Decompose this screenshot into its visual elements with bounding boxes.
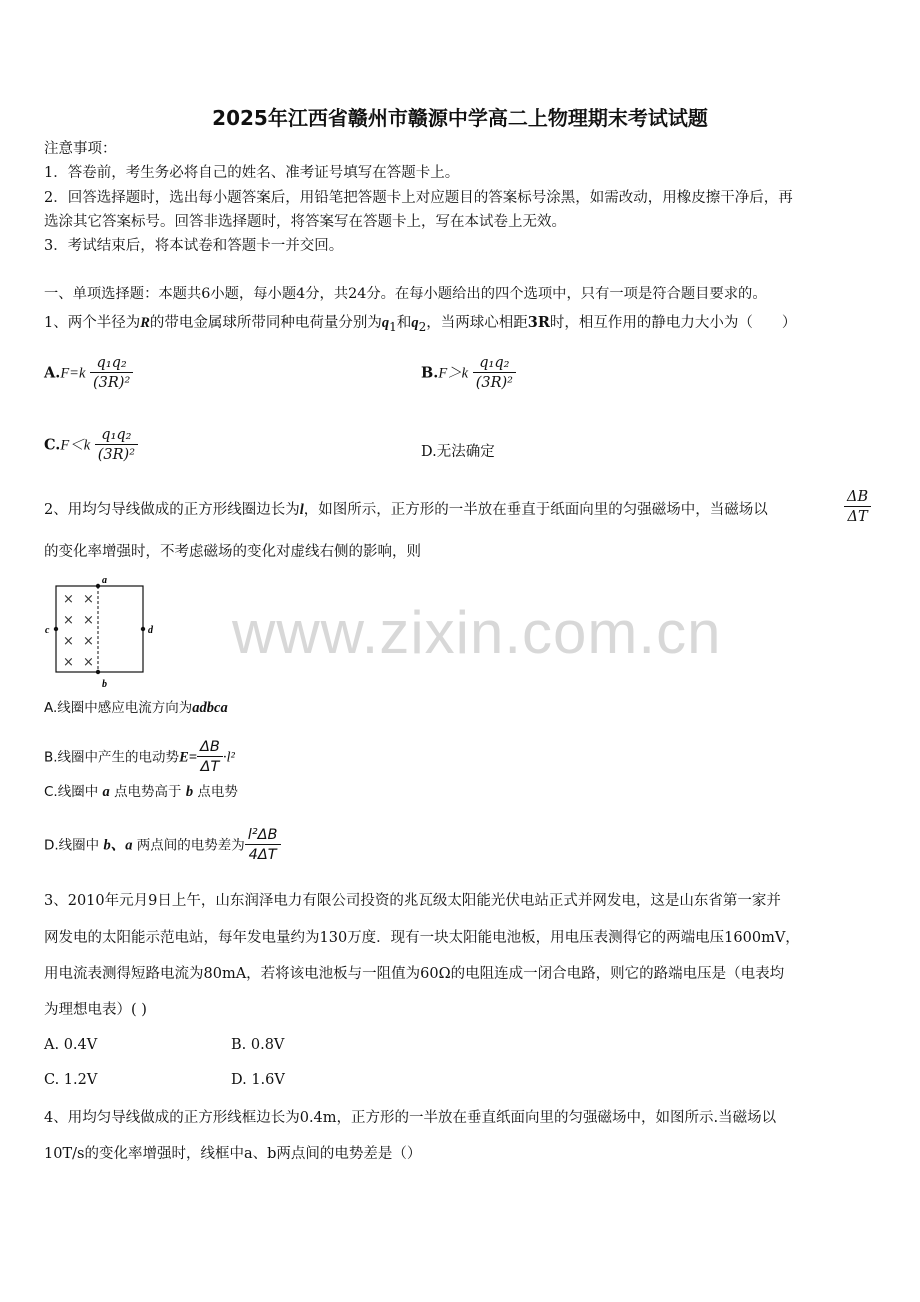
q1-option-d[interactable]: D.无法确定 bbox=[421, 444, 495, 460]
field-cross-icon: × bbox=[83, 655, 94, 670]
q3-option-c[interactable]: C. 1.2V bbox=[44, 1072, 98, 1088]
q3-option-a[interactable]: A. 0.4V bbox=[44, 1037, 98, 1053]
label-d: d bbox=[148, 625, 153, 636]
q4-stem-2: 10T/s的变化率增强时，线框中a、b两点间的电势差是（） bbox=[44, 1146, 422, 1162]
field-cross-icon: × bbox=[83, 613, 94, 628]
field-cross-icon: × bbox=[83, 634, 94, 649]
coil-figure bbox=[44, 574, 174, 690]
point-d-dot bbox=[141, 627, 145, 631]
notice-item-2: 2．回答选择题时，选出每小题答案后，用铅笔把答题卡上对应题目的答案标号涂黑，如需改动，用橡皮擦干净后，再 bbox=[44, 190, 793, 206]
label-a: a bbox=[102, 575, 107, 586]
notice-item-1: 1．答卷前，考生务必将自己的姓名、准考证号填写在答题卡上。 bbox=[44, 165, 460, 181]
q2-rate-fraction: $\frac{\Delta B}{\Delta T}$ bbox=[844, 488, 871, 527]
q4-stem-1: 4、用均匀导线做成的正方形线框边长为0.4m，正方形的一半放在垂直纸面向里的匀强磁场中，如图所示.当磁场以 bbox=[44, 1110, 777, 1126]
notice-item-3: 3．考试结束后，将本试卷和答题卡一并交回。 bbox=[44, 238, 344, 254]
q3-option-d[interactable]: D. 1.6V bbox=[231, 1072, 285, 1088]
section-heading: 一、单项选择题：本题共6小题，每小题4分，共24分。在每小题给出的四个选项中，只有一项是符合题目要求的。 bbox=[44, 286, 767, 302]
label-c: c bbox=[45, 625, 50, 636]
q1-option-b[interactable]: B.F＞k $\frac{\text{q₁q₂}}{\text{(3R)²}}$ bbox=[421, 354, 516, 393]
label-b: b bbox=[102, 679, 107, 690]
page-title: 2025年江西省赣州市赣源中学高二上物理期末考试试题 bbox=[212, 106, 708, 130]
q2-option-d[interactable]: D.线圈中 b、a 两点间的电势差为 $\frac{\text{l²ΔB}}{4\Delta T}$ bbox=[44, 826, 281, 865]
q3-stem-1: 3、2010年元月9日上午，山东润泽电力有限公司投资的兆瓦级太阳能光伏电站正式并网发电，这是山东省第一家并 bbox=[44, 893, 781, 909]
q3-stem-2: 网发电的太阳能示范电站，每年发电量约为130万度．现有一块太阳能电池板，用电压表测得它的两端电压1600mV， bbox=[44, 930, 800, 946]
q3-option-b[interactable]: B. 0.8V bbox=[231, 1037, 285, 1053]
point-a-dot bbox=[96, 584, 100, 588]
point-b-dot bbox=[96, 670, 100, 674]
q1-stem: 1、两个半径为R的带电金属球所带同种电荷量分别为$q_1$和$q_2$，当两球心相距3R时，相互作用的静电力大小为（ ） bbox=[44, 314, 797, 334]
q2-stem: 2、用均匀导线做成的正方形线圈边长为l，如图所示，正方形的一半放在垂直于纸面向里的匀强磁场中，当磁场以 bbox=[44, 502, 768, 518]
field-cross-icon: × bbox=[83, 592, 94, 607]
notice-item-2-cont: 选涂其它答案标号。回答非选择题时，将答案写在答题卡上，写在本试卷上无效。 bbox=[44, 214, 566, 230]
q3-stem-4: 为理想电表）( ) bbox=[44, 1002, 147, 1018]
q1-option-c[interactable]: C.F＜k $\frac{\text{q₁q₂}}{\text{(3R)²}}$ bbox=[44, 426, 138, 465]
q2-stem-cont: 的变化率增强时，不考虑磁场的变化对虚线右侧的影响，则 bbox=[44, 544, 421, 560]
q1-option-a[interactable]: A.F=k $\frac{\text{q₁q₂}}{\text{(3R)²}}$ bbox=[44, 354, 133, 393]
q2-option-b[interactable]: B.线圈中产生的电动势E= $\frac{\Delta B}{\Delta T}$ ·l² bbox=[44, 739, 235, 775]
field-cross-icon: × bbox=[63, 655, 74, 670]
field-cross-icon: × bbox=[63, 613, 74, 628]
watermark: www.zixin.com.cn bbox=[232, 599, 722, 666]
q3-stem-3: 用电流表测得短路电流为80mA，若将该电池板与一阻值为60Ω的电阻连成一闭合电路，则它的路端电压是（电表均 bbox=[44, 966, 785, 982]
q2-option-a[interactable]: A.线圈中感应电流方向为adbca bbox=[44, 700, 228, 716]
point-c-dot bbox=[54, 627, 58, 631]
field-cross-icon: × bbox=[63, 592, 74, 607]
q2-option-c[interactable]: C.线圈中 a 点电势高于 b 点电势 bbox=[44, 784, 238, 800]
field-cross-icon: × bbox=[63, 634, 74, 649]
notice-heading: 注意事项： bbox=[44, 141, 117, 157]
